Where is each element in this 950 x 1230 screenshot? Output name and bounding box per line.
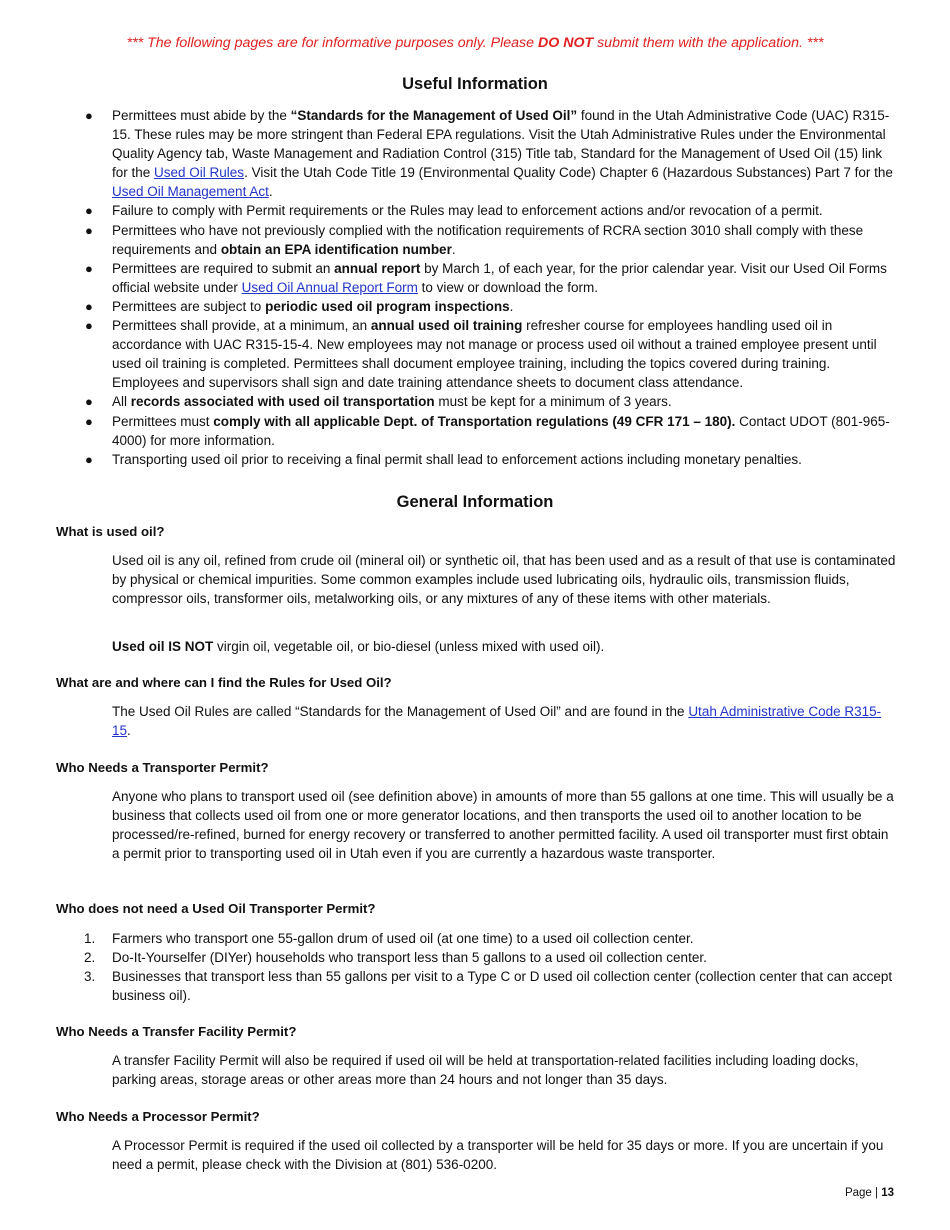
question-transfer-facility-permit: Who Needs a Transfer Facility Permit?: [56, 1024, 297, 1039]
page-number: Page | 13: [844, 1187, 894, 1199]
do-not-emphasis: DO NOT: [537, 35, 594, 51]
list-item: ● Permittees are subject to periodic used oil program inspections.: [112, 297, 896, 316]
question-transporter-permit: Who Needs a Transporter Permit?: [56, 760, 269, 775]
list-item: ● Failure to comply with Permit requirements or the Rules may lead to enforcement actions and/or revocation of a permit.: [112, 201, 896, 220]
bullet-icon: ●: [85, 318, 93, 334]
answer-what-is-used-oil: Used oil is any oil, refined from crude oil (mineral oil) or synthetic oil, that has been used and as a result of that use is contaminated by physical or chemical impurities. Some common examples include used lubricating oils, hydraulic oils, transmission fluids, compressor oils, transformer oils, metalworking oils, or any mixtures of any of these items with other materials.: [112, 553, 896, 607]
answer-processor-permit: A Processor Permit is required if the used oil collected by a transporter will be held for 35 days or more. If you are uncertain if you need a permit, please check with the Division at (801) 536-0200.: [112, 1138, 884, 1173]
list-item: 2. Do-It-Yourselfer (DIYer) households who transport less than 5 gallons to a used oil collection center.: [84, 950, 707, 966]
bullet-icon: ●: [85, 203, 93, 219]
useful-information-heading: Useful Information: [402, 75, 548, 93]
exemptions-list: [84, 929, 896, 1005]
useful-information-list: [85, 106, 896, 469]
bullet-icon: ●: [85, 298, 93, 314]
question-processor-permit: Who Needs a Processor Permit?: [56, 1109, 260, 1124]
question-rules-for-used-oil: What are and where can I find the Rules for Used Oil?: [56, 675, 392, 690]
list-item: ● Permittees must comply with all applicable Dept. of Transportation regulations (49 CFR 171 – 180). Contact UDOT (801-965-4000) for more information.: [85, 413, 890, 448]
used-oil-is-not-paragraph: Used oil IS NOT virgin oil, vegetable oil, or bio-diesel (unless mixed with used oil).: [112, 639, 605, 654]
bullet-icon: ●: [85, 222, 93, 238]
list-item: ● Permittees are required to submit an annual report by March 1, of each year, for the prior calendar year. Visit our Used Oil Forms official website under Used Oil Annual Report Form to view or download the form.: [85, 260, 887, 295]
answer-transfer-facility-permit: A transfer Facility Permit will also be required if used oil will be held at transportation-related facilities including loading docks, parking areas, storage areas or other areas more than 24 hours and not longer than 35 days.: [112, 1053, 859, 1088]
answer-transporter-permit: Anyone who plans to transport used oil (see definition above) in amounts of more than 55 gallons at one time. This will usually be a business that collects used oil from one or more generator locations, and then transports the used oil to another location to be processed/re-refined, burned for energy recovery or transferred to another permitted facility. A used oil transporter must first obtain a permit prior to transporting used oil in Utah even if you are currently a hazardous waste transporter.: [112, 789, 894, 862]
list-item: 1. Farmers who transport one 55-gallon drum of used oil (at one time) to a used oil collection center.: [84, 931, 694, 946]
bullet-icon: ●: [85, 451, 93, 467]
bullet-icon: ●: [85, 108, 93, 123]
utah-administrative-code-link[interactable]: Utah Administrative Code R315-15: [112, 704, 882, 739]
list-item: ● Permittees must abide by the “Standards for the Management of Used Oil” found in the Utah Administrative Code (UAC) R315-15. These rules may be more stringent than Federal EPA regulations. Visit the Utah Administrative Rules under the Environmental Quality Agency tab, Waste Management and Radiation Control (315) Title tab, Standard for the Management of Used Oil (15) link for the Used Oil Rules. Visit the Utah Code Title 19 (Environmental Quality Code) Chapter 6 (Hazardous Substances) Part 7 for the Used Oil Management Act.: [85, 108, 893, 200]
question-what-is-used-oil: What is used oil?: [56, 524, 165, 539]
question-no-transporter-permit: Who does not need a Used Oil Transporter Permit?: [56, 901, 376, 916]
list-item: ● Permittees who have not previously complied with the notification requirements of RCRA section 3010 shall comply with these requirements and obtain an EPA identification number.: [85, 222, 864, 257]
used-oil-rules-link[interactable]: Used Oil Rules: [154, 165, 245, 181]
bullet-icon: ●: [85, 413, 93, 429]
list-item: ● Permittees shall provide, at a minimum, an annual used oil training refresher course for employees handling used oil in accordance with UAC R315-15-4. New employees may not manage or process used oil without a trained employee present until used oil training is completed. Permittees shall document employee training, including the topics covered during training. Employees and supervisors shall sign and date training attendance sheets to document class attendance.: [85, 318, 877, 391]
used-oil-management-act-link[interactable]: Used Oil Management Act: [112, 184, 269, 200]
general-information-heading: General Information: [396, 493, 554, 511]
bullet-icon: ●: [85, 260, 93, 276]
annual-report-form-link[interactable]: Used Oil Annual Report Form: [241, 279, 418, 295]
list-item: 3. Businesses that transport less than 55 gallons per visit to a Type C or D used oil collection center (collection center that can accept business oil).: [84, 969, 893, 1004]
answer-rules-for-used-oil: The Used Oil Rules are called “Standards for the Management of Used Oil” and are found in the Utah Administrative Code R315-15.: [112, 704, 882, 739]
informative-notice: *** The following pages are for informative purposes only. Please DO NOT submit them with the application. ***: [126, 35, 824, 51]
list-item: ● Transporting used oil prior to receiving a final permit shall lead to enforcement actions including monetary penalties.: [112, 450, 896, 469]
list-item: ● All records associated with used oil transportation must be kept for a minimum of 3 years.: [112, 392, 896, 411]
bullet-icon: ●: [85, 394, 93, 410]
